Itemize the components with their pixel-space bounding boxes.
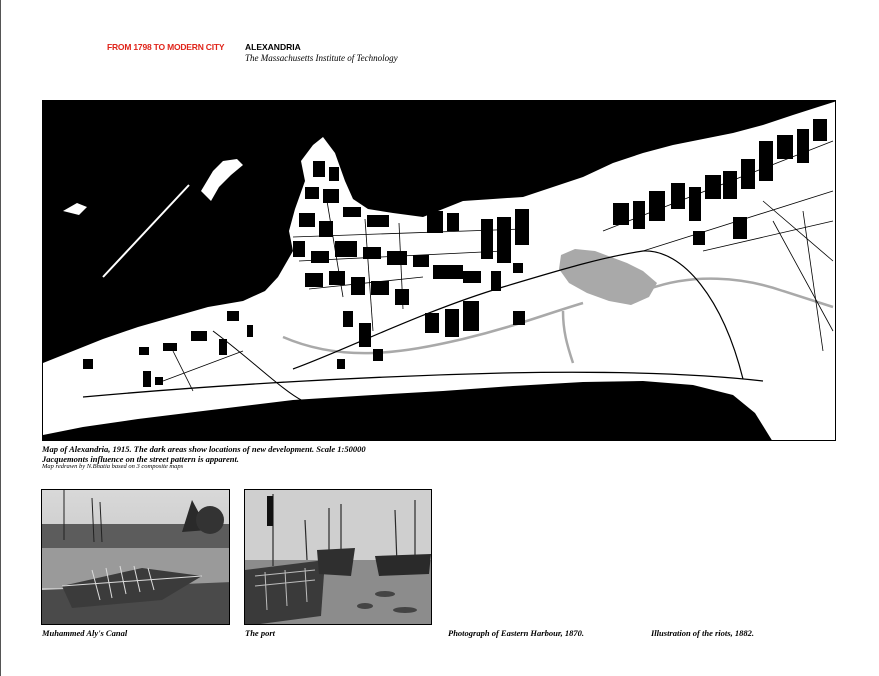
photo-caption-port: The port [245,628,275,638]
page-left-rule [0,0,1,676]
document-title: ALEXANDRIA [245,42,301,52]
alexandria-map-1915 [42,100,836,441]
document-subtitle: The Massachusetts Institute of Technology [245,53,398,63]
photo-caption-eastern-harbour: Photograph of Eastern Harbour, 1870. [448,628,585,638]
photo-canal [41,489,230,625]
canal-photo-image [42,490,230,625]
map-credit: Map redrawn by N.Bhatia based on 3 composite maps [42,463,184,470]
section-label: FROM 1798 TO MODERN CITY [107,42,225,52]
port-photo-image [245,490,432,625]
map-caption: Map of Alexandria, 1915. The dark areas show locations of new development. Scale 1:50000 [42,444,366,454]
photo-caption-canal: Muhammed Aly's Canal [42,628,128,638]
photo-port [244,489,432,625]
map-drawing [43,101,836,441]
photo-caption-riots: Illustration of the riots, 1882. [651,628,754,638]
map-caption-note: Jacquemonts influence on the street pattern is apparent. [42,454,239,464]
